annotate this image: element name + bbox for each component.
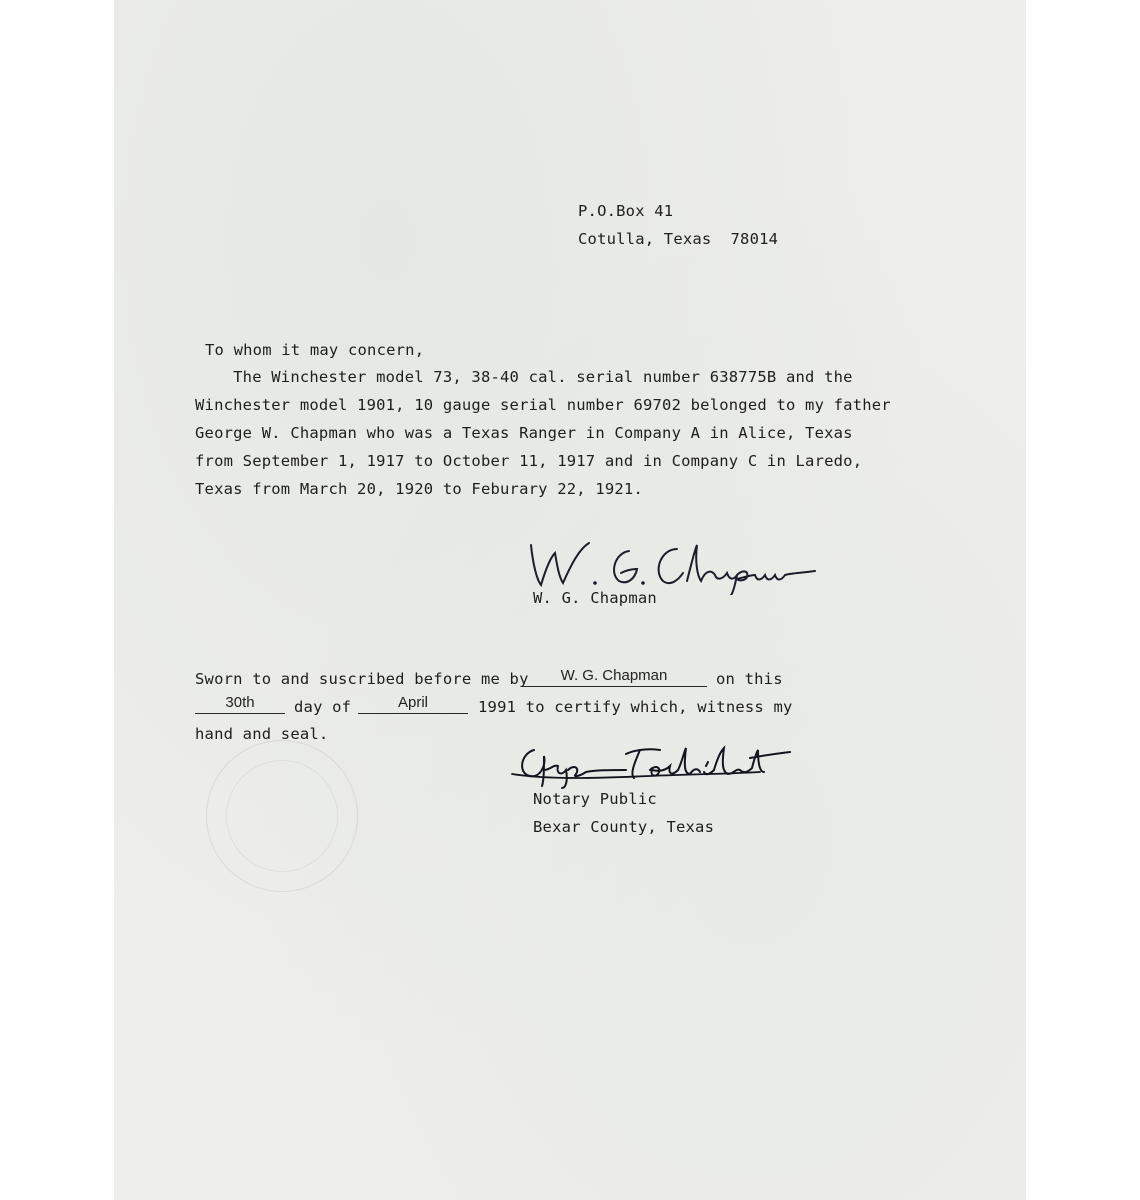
body-line-1: The Winchester model 73, 38-40 cal. serial number 638775B and the bbox=[195, 368, 853, 386]
notary-signature bbox=[510, 740, 810, 790]
document-page bbox=[114, 0, 1026, 1200]
month-blank: April bbox=[358, 693, 468, 714]
chapman-signature bbox=[519, 535, 819, 595]
notary-county: Bexar County, Texas bbox=[533, 818, 715, 836]
body-line-3: George W. Chapman who was a Texas Ranger in Company A in Alice, Texas bbox=[195, 424, 853, 442]
address-line-1: P.O.Box 41 bbox=[578, 202, 674, 220]
day-of-label: day of bbox=[294, 698, 352, 716]
notary-line-1-suffix: on this bbox=[716, 670, 783, 688]
hand-and-seal: hand and seal. bbox=[195, 725, 329, 743]
notary-name-blank: W. G. Chapman bbox=[521, 666, 707, 687]
body-line-4: from September 1, 1917 to October 11, 1917 and in Company C in Laredo, bbox=[195, 452, 863, 470]
notary-title: Notary Public bbox=[533, 790, 657, 808]
year-certify-text: 1991 to certify which, witness my bbox=[478, 698, 793, 716]
notary-seal-inner-ring bbox=[226, 760, 338, 872]
body-line-5: Texas from March 20, 1920 to Feburary 22, 1921. bbox=[195, 480, 643, 498]
notary-line-1-prefix: Sworn to and suscribed before me by bbox=[195, 670, 529, 688]
salutation: To whom it may concern, bbox=[205, 341, 425, 359]
address-line-2: Cotulla, Texas 78014 bbox=[578, 230, 779, 248]
body-line-2: Winchester model 1901, 10 gauge serial number 69702 belonged to my father bbox=[195, 396, 891, 414]
signer-typed-name: W. G. Chapman bbox=[533, 589, 657, 607]
day-blank: 30th bbox=[195, 693, 285, 714]
